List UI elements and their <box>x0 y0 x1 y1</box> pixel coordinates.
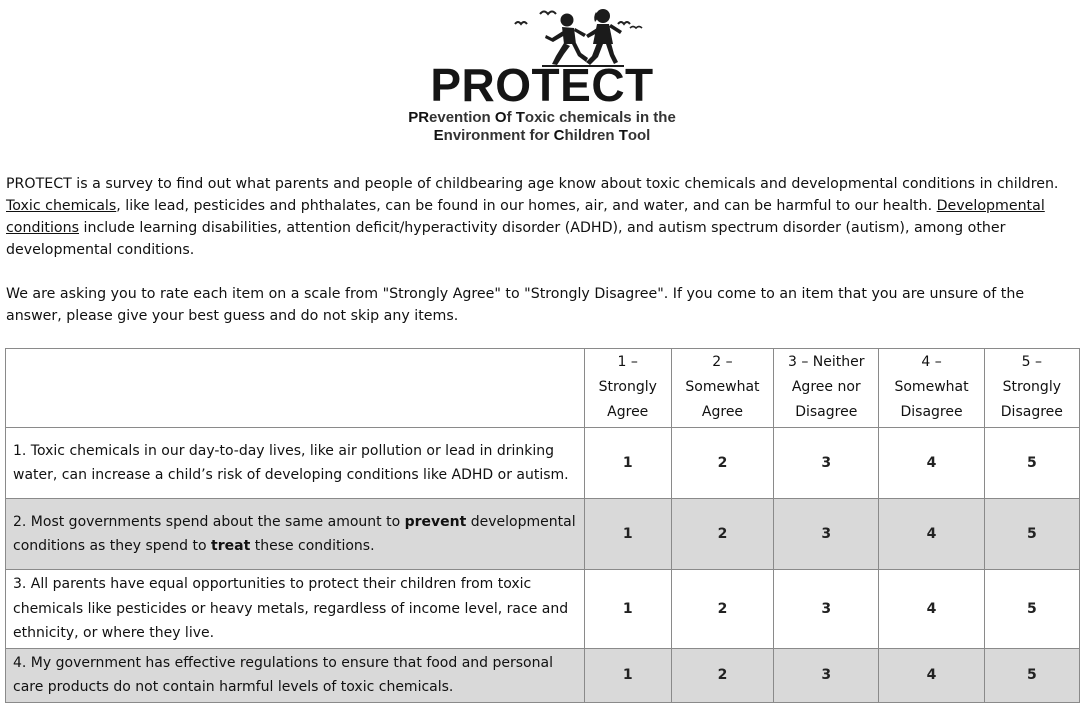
logo-tagline-line1: PRevention Of Toxic chemicals in the <box>408 109 676 126</box>
table-row <box>6 428 1080 499</box>
rating-scale-table <box>5 348 1080 703</box>
rating-option-4[interactable]: 4 <box>879 570 984 649</box>
rating-option-1[interactable]: 1 <box>584 428 671 499</box>
table-row <box>6 648 1080 702</box>
instructions-paragraph: We are asking you to rate each item on a scale from "Strongly Agree" to "Strongly Disagree". If you come to an item that you are unsure of the answer, please give your best guess and do not skip any items. <box>6 286 1025 324</box>
header-neither: 3 – Neither Agree nor Disagree <box>774 349 879 428</box>
question-text: 2. Most governments spend about the same amount to prevent developmental conditions as they spend to treat these conditions. <box>6 499 585 570</box>
table-row <box>6 570 1080 649</box>
intro-paragraph: PROTECT is a survey to find out what parents and people of childbearing age know about toxic chemicals and developmental conditions in children. Toxic chemicals, like lead, pesticides and phthalates, can be found in our homes, air, and water, and can be harmful to our health. Developmental conditions include learning disabilities, attention deficit/hyperactivity disorder (ADHD), and autism spectrum disorder (autism), among other developmental conditions. <box>6 176 1059 258</box>
rating-option-1[interactable]: 1 <box>584 499 671 570</box>
rating-option-4[interactable]: 4 <box>879 428 984 499</box>
rating-option-2[interactable]: 2 <box>671 428 773 499</box>
header-strongly-disagree: 5 – Strongly Disagree <box>984 349 1079 428</box>
rating-option-5[interactable]: 5 <box>984 570 1079 649</box>
table-row <box>6 499 1080 570</box>
term-toxic-chemicals: Toxic chemicals <box>6 198 117 214</box>
rating-option-1[interactable]: 1 <box>584 570 671 649</box>
rating-option-1[interactable]: 1 <box>584 648 671 702</box>
header-somewhat-disagree: 4 – Somewhat Disagree <box>879 349 984 428</box>
rating-option-4[interactable]: 4 <box>879 499 984 570</box>
rating-option-4[interactable]: 4 <box>879 648 984 702</box>
question-text: 4. My government has effective regulations to ensure that food and personal care products do not contain harmful levels of toxic chemicals. <box>6 648 585 702</box>
header-strongly-agree: 1 – Strongly Agree <box>584 349 671 428</box>
logo-wordmark: PROTECT <box>430 59 654 111</box>
rating-option-2[interactable]: 2 <box>671 570 773 649</box>
table-header-row <box>6 349 1080 428</box>
logo-tagline-line2: Environment for Children Tool <box>433 127 651 144</box>
rating-option-3[interactable]: 3 <box>774 648 879 702</box>
rating-option-3[interactable]: 3 <box>774 570 879 649</box>
question-text: 3. All parents have equal opportunities to protect their children from toxic chemicals like pesticides or heavy metals, regardless of income level, race and ethnicity, or where they live. <box>6 570 585 649</box>
rating-option-2[interactable]: 2 <box>671 648 773 702</box>
header-somewhat-agree: 2 – Somewhat Agree <box>671 349 773 428</box>
rating-option-5[interactable]: 5 <box>984 499 1079 570</box>
rating-option-3[interactable]: 3 <box>774 428 879 499</box>
question-text: 1. Toxic chemicals in our day-to-day lives, like air pollution or lead in drinking water, can increase a child’s risk of developing conditions like ADHD or autism. <box>6 428 585 499</box>
rating-option-3[interactable]: 3 <box>774 499 879 570</box>
term-developmental-conditions: Developmental conditions <box>6 198 1045 236</box>
rating-option-5[interactable]: 5 <box>984 648 1079 702</box>
header-empty-cell <box>6 349 585 428</box>
rating-option-5[interactable]: 5 <box>984 428 1079 499</box>
rating-option-2[interactable]: 2 <box>671 499 773 570</box>
protect-logo <box>0 0 1084 150</box>
